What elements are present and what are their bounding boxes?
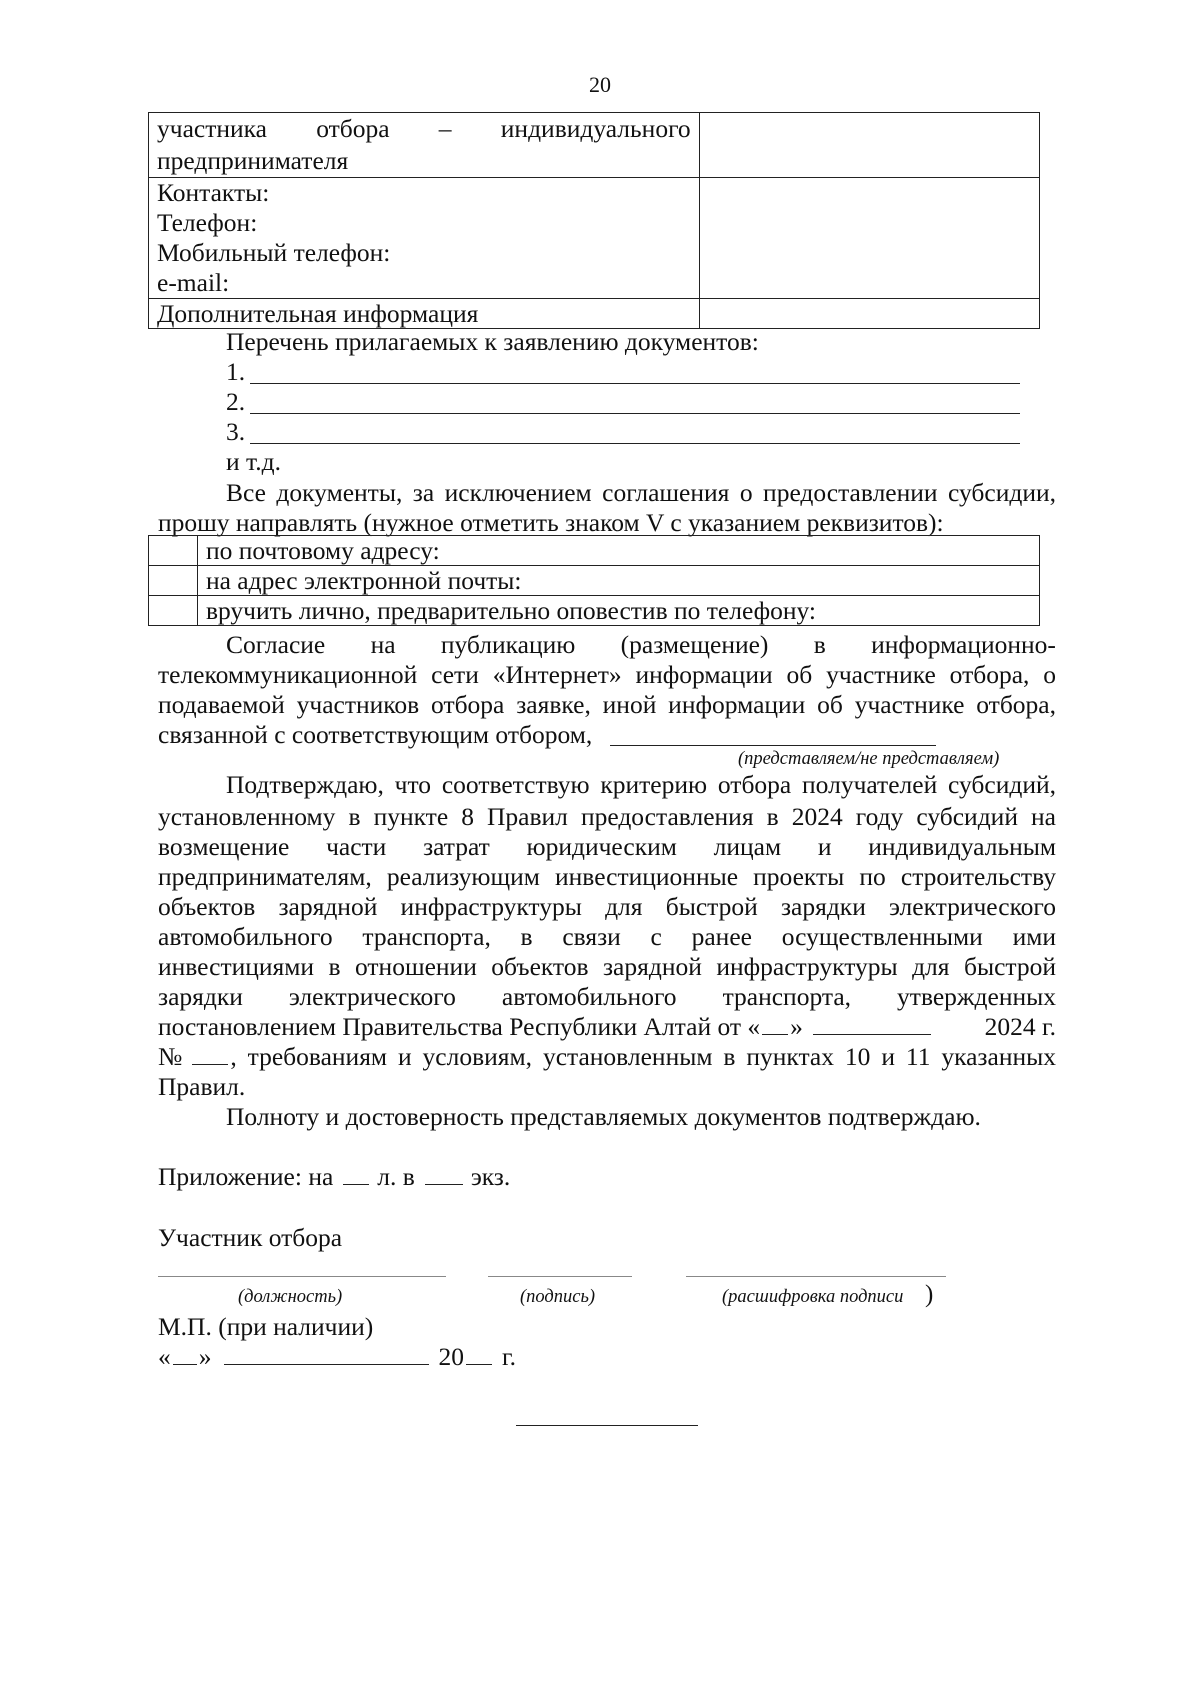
delivery-option-row xyxy=(149,566,1040,596)
page-number: 20 xyxy=(589,72,611,97)
day-blank[interactable] xyxy=(762,1012,788,1035)
appendix-text: Приложение: на xyxy=(158,1162,334,1191)
document-item-number: 3. xyxy=(226,417,246,446)
date-day-blank[interactable] xyxy=(173,1342,197,1365)
confirm-text: 2024 г. xyxy=(984,1012,1056,1041)
table-cell-empty[interactable] xyxy=(699,178,1039,299)
confirm-text: постановлением Правительства Республики Алтай от « xyxy=(158,1012,761,1041)
date-text: г. xyxy=(502,1342,516,1371)
delivery-checkbox[interactable] xyxy=(149,596,198,626)
word: – xyxy=(438,114,452,143)
delivery-option-row xyxy=(149,596,1040,626)
date-text: « xyxy=(158,1342,171,1371)
contacts-label: Контакты: xyxy=(157,178,270,207)
date-year-blank[interactable] xyxy=(466,1342,492,1365)
word: индивидуального xyxy=(500,114,691,143)
appendix-line xyxy=(158,1160,510,1193)
document-item-line[interactable] xyxy=(250,383,1020,384)
confirm-line: установленному в пункте 8 Правил предоставления в 2024 году субсидий на xyxy=(158,802,1056,831)
documents-heading: Перечень прилагаемых к заявлению документов: xyxy=(226,327,759,356)
confirm-line: возмещение части затрат юридическим лицам и индивидуальным xyxy=(158,832,1056,861)
delivery-option-label: вручить лично, предварительно оповестив по телефону: xyxy=(197,596,1039,626)
appendix-text: л. в xyxy=(377,1162,415,1191)
word: (размещение) xyxy=(620,630,769,659)
confirm-line: предпринимателям, реализующим инвестиционные проекты по строительству xyxy=(158,862,1056,891)
signature-hint: (подпись) xyxy=(520,1287,596,1307)
delivery-checkbox[interactable] xyxy=(149,566,198,596)
delivery-option-label: на адрес электронной почты: xyxy=(197,566,1039,596)
participant-label: Участник отбора xyxy=(158,1223,343,1252)
delivery-text: прошу направлять (нужное отметить знаком V с указанием реквизитов): xyxy=(158,508,944,537)
copies-blank[interactable] xyxy=(425,1162,463,1185)
word: информационно- xyxy=(871,630,1056,659)
table-row xyxy=(149,178,1040,299)
table-row xyxy=(149,299,1040,329)
table-cell-empty[interactable] xyxy=(699,113,1039,178)
phone-label: Телефон: xyxy=(157,208,258,237)
month-blank[interactable] xyxy=(813,1012,931,1035)
position-hint: (должность) xyxy=(238,1287,343,1307)
position-line[interactable] xyxy=(158,1276,446,1277)
participant-info-table xyxy=(148,112,1040,329)
confirm-text: , требованиям и условиям, установленным в пунктах 10 и 11 указанных xyxy=(230,1042,1056,1071)
word: на xyxy=(370,630,396,659)
table-cell xyxy=(149,178,700,299)
consent-answer-line[interactable] xyxy=(610,745,936,746)
date-text: 20 xyxy=(438,1342,464,1371)
appendix-text: экз. xyxy=(470,1162,511,1191)
confirm-line: инвестициями в отношении объектов зарядной инфраструктуры для быстрой xyxy=(158,952,1056,981)
table-row xyxy=(149,113,1040,178)
word: Согласие xyxy=(226,630,326,659)
closing-separator xyxy=(516,1425,698,1426)
confirm-line: зарядки электрического автомобильного транспорта, утвержденных xyxy=(158,982,1056,1011)
word: публикацию xyxy=(440,630,576,659)
confirm-line-with-blanks xyxy=(158,1040,1056,1073)
confirm-line-with-blanks xyxy=(158,1010,1056,1043)
confirm-line: Правил. xyxy=(158,1072,246,1101)
table-cell: Дополнительная информация xyxy=(149,299,700,329)
sheets-blank[interactable] xyxy=(343,1162,369,1185)
consent-line xyxy=(226,628,1056,661)
confirm-line: объектов зарядной инфраструктуры для быстрой зарядки электрического xyxy=(158,892,1056,921)
table-cell-empty[interactable] xyxy=(699,299,1039,329)
confirm-line: автомобильного транспорта, в связи с ранее осуществленными ими xyxy=(158,922,1056,951)
consent-hint: (представляем/не представляем) xyxy=(738,749,1000,769)
stamp-label: М.П. (при наличии) xyxy=(158,1312,374,1341)
delivery-options-table xyxy=(148,535,1040,626)
confirm-line: Подтверждаю, что соответствую критерию отбора получателей субсидий, xyxy=(226,770,1056,799)
date-line xyxy=(158,1340,516,1373)
document-item-line[interactable] xyxy=(250,443,1020,444)
word: отбора xyxy=(316,114,390,143)
decoding-line[interactable] xyxy=(686,1276,946,1277)
closing-parenthesis: ) xyxy=(925,1281,934,1308)
number-sign: № xyxy=(158,1042,183,1071)
cell-text: предпринимателя xyxy=(157,146,349,175)
word: участника xyxy=(157,114,267,143)
confirm-text: » xyxy=(790,1012,803,1041)
word: в xyxy=(813,630,826,659)
document-item-number: 1. xyxy=(226,357,246,386)
delivery-option-label: по почтовому адресу: xyxy=(197,536,1039,566)
number-blank[interactable] xyxy=(192,1042,228,1065)
consent-line: связанной с соответствующим отбором, xyxy=(158,720,593,749)
date-month-blank[interactable] xyxy=(224,1342,429,1365)
delivery-option-row xyxy=(149,536,1040,566)
justified-line xyxy=(157,113,691,145)
date-text: » xyxy=(198,1342,212,1371)
documents-etc: и т.д. xyxy=(226,447,281,476)
consent-line: телекоммуникационной сети «Интернет» информации об участнике отбора, о xyxy=(158,660,1056,689)
email-label: e-mail: xyxy=(157,268,230,297)
delivery-checkbox[interactable] xyxy=(149,536,198,566)
decoding-hint: (расшифровка подписи xyxy=(722,1287,904,1307)
table-cell xyxy=(149,113,700,178)
signature-line[interactable] xyxy=(488,1276,632,1277)
document-item-line[interactable] xyxy=(250,413,1020,414)
consent-line: подаваемой участников отбора заявке, иной информации об участнике отбора, xyxy=(158,690,1056,719)
delivery-text: Все документы, за исключением соглашения о предоставлении субсидии, xyxy=(226,478,1056,507)
document-item-number: 2. xyxy=(226,387,246,416)
mobile-phone-label: Мобильный телефон: xyxy=(157,238,391,267)
completeness-statement: Полноту и достоверность представляемых документов подтверждаю. xyxy=(226,1102,981,1131)
